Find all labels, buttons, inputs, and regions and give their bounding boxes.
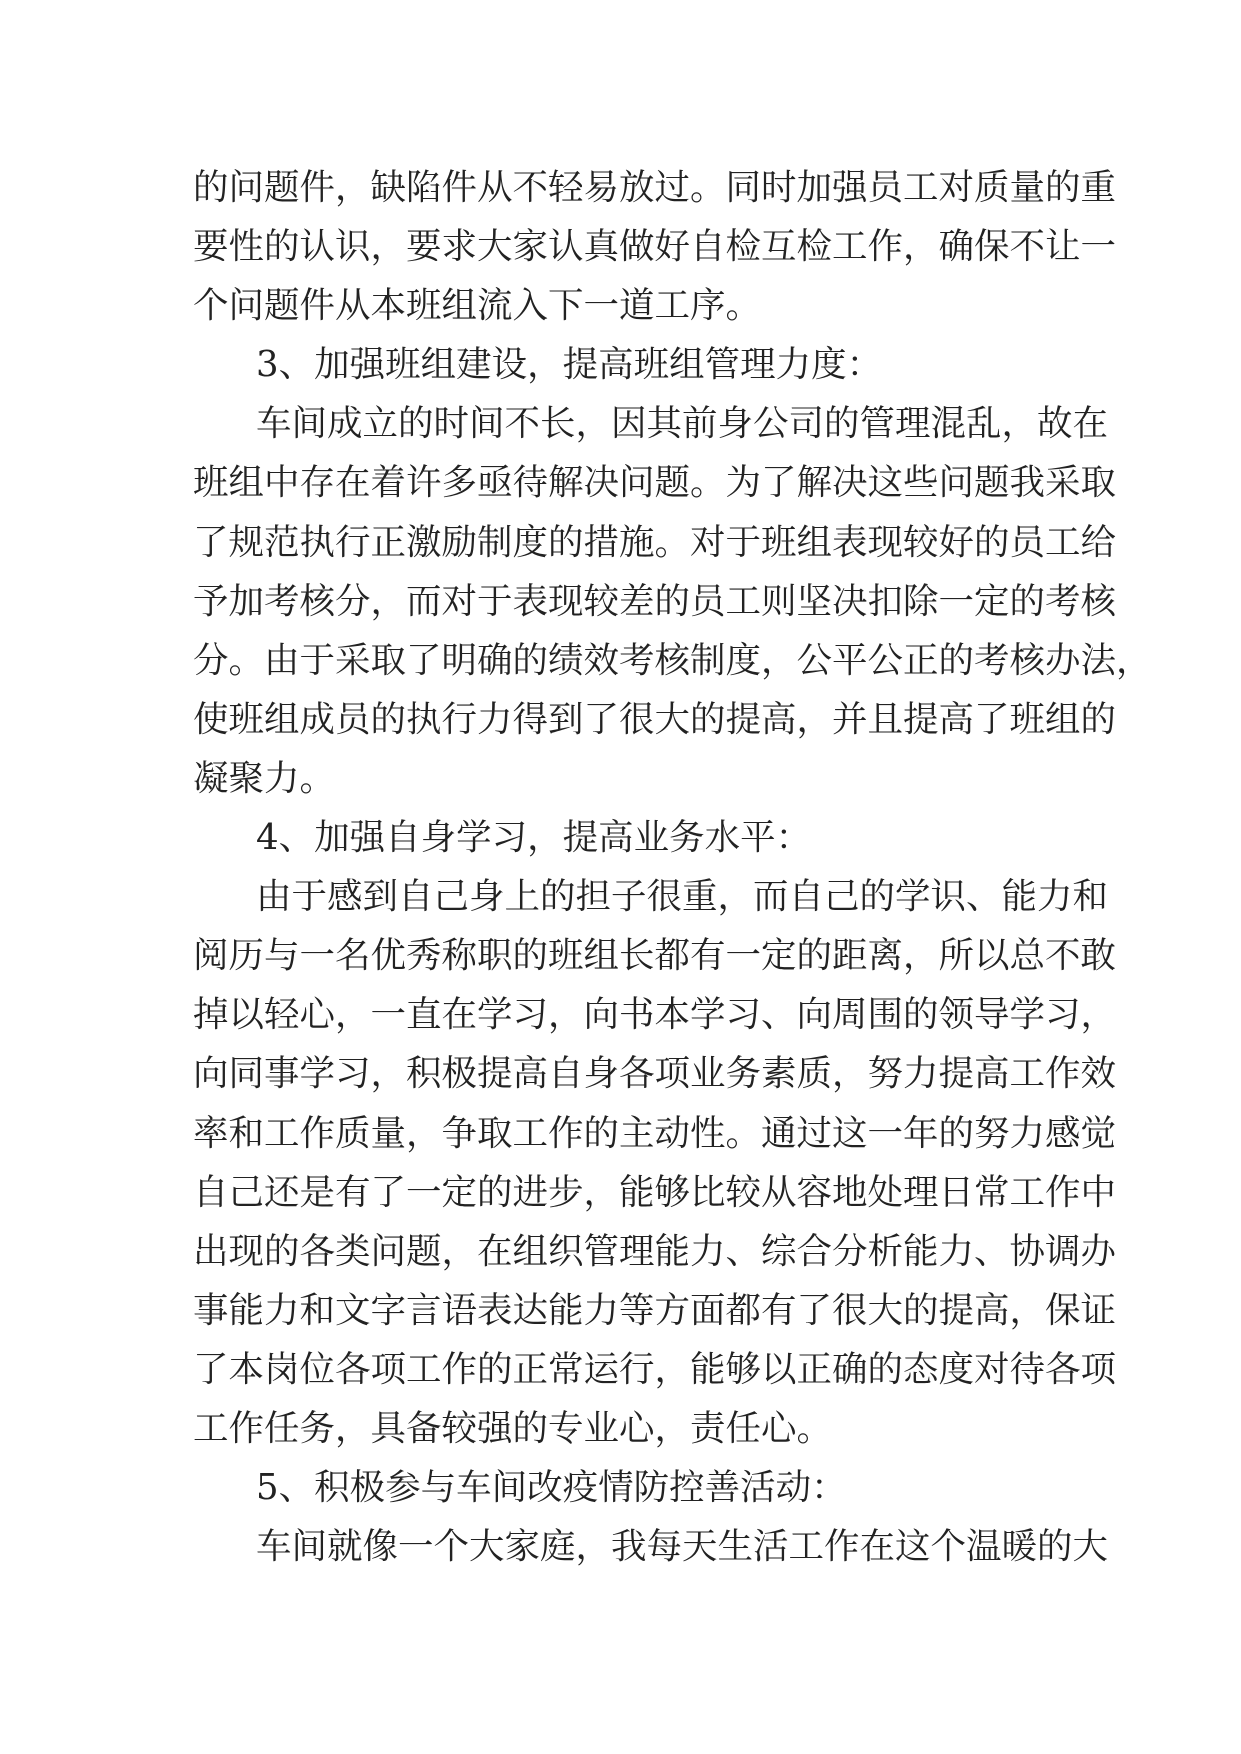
text-line: 车间就像一个大家庭，我每天生活工作在这个温暖的大: [256, 1526, 1109, 1568]
text-line: 分。由于采取了明确的绩效考核制度，公平公正的考核办法，: [193, 639, 1152, 681]
text-line: 使班组成员的执行力得到了很大的提高，并且提高了班组的: [193, 698, 1117, 740]
text-line: 了规范执行正激励制度的措施。对于班组表现较好的员工给: [193, 521, 1117, 563]
text-line: 阅历与一名优秀称职的班组长都有一定的距离，所以总不敢: [193, 935, 1117, 977]
text-line: 班组中存在着许多亟待解决问题。为了解决这些问题我采取: [193, 462, 1117, 504]
text-line: 3、加强班组建设，提高班组管理力度：: [256, 344, 883, 386]
text-line: 出现的各类问题，在组织管理能力、综合分析能力、协调办: [193, 1230, 1117, 1272]
text-line: 由于感到自己身上的担子很重，而自己的学识、能力和: [256, 876, 1109, 918]
text-line: 凝聚力。: [193, 757, 336, 799]
text-line: 5、积极参与车间改疫情防控善活动：: [256, 1467, 847, 1509]
text-line: 自己还是有了一定的进步，能够比较从容地处理日常工作中: [193, 1171, 1117, 1213]
text-line: 工作任务，具备较强的专业心，责任心。: [193, 1407, 833, 1449]
text-line: 的问题件，缺陷件从不轻易放过。同时加强员工对质量的重: [193, 167, 1117, 208]
text-line: 事能力和文字言语表达能力等方面都有了很大的提高，保证: [193, 1289, 1117, 1331]
text-line: 予加考核分，而对于表现较差的员工则坚决扣除一定的考核: [193, 580, 1117, 622]
text-line: 向同事学习，积极提高自身各项业务素质，努力提高工作效: [193, 1053, 1117, 1095]
text-line: 了本岗位各项工作的正常运行，能够以正确的态度对待各项: [193, 1348, 1117, 1390]
text-line: 车间成立的时间不长，因其前身公司的管理混乱，故在: [256, 403, 1109, 445]
text-line: 个问题件从本班组流入下一道工序。: [193, 285, 762, 327]
document-body: [193, 158, 1152, 1576]
text-line: 4、加强自身学习，提高业务水平：: [256, 817, 812, 859]
text-line: 率和工作质量，争取工作的主动性。通过这一年的努力感觉: [193, 1112, 1117, 1154]
text-line: 要性的认识，要求大家认真做好自检互检工作，确保不让一: [193, 226, 1117, 268]
text-line: 掉以轻心，一直在学习，向书本学习、向周围的领导学习，: [193, 994, 1117, 1036]
